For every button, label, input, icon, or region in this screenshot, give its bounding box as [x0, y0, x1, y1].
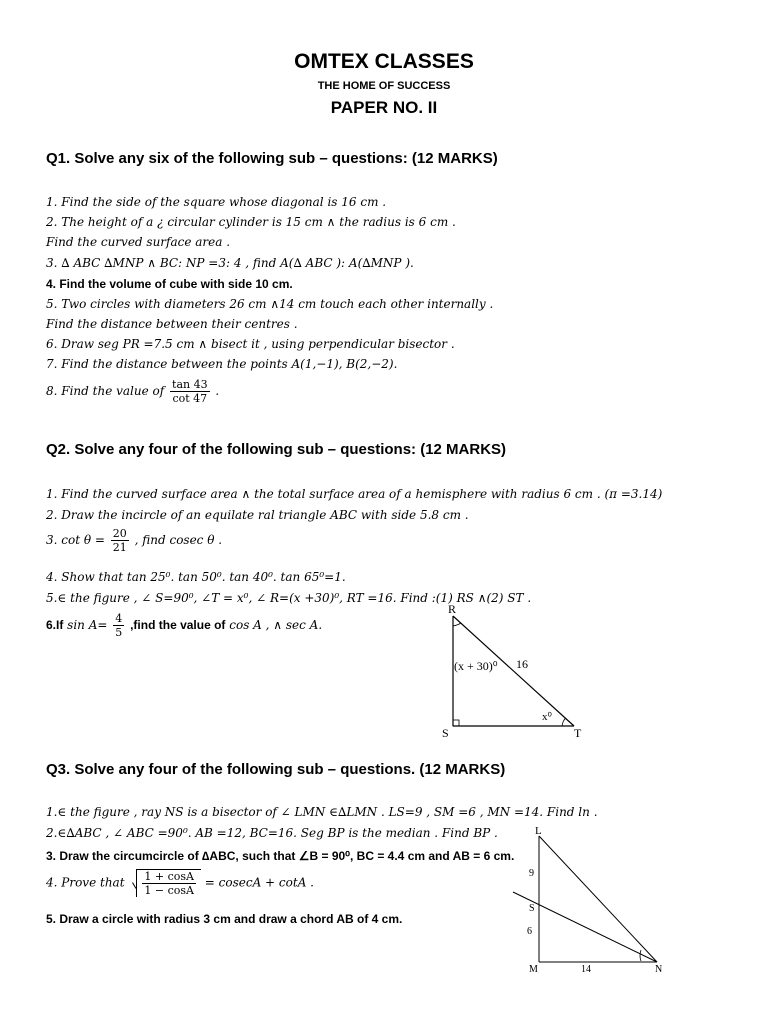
q1-item-2-cont: Find the curved surface area .: [46, 235, 231, 249]
q2-item-2: 2. Draw the incircle of an equilate ral triangle ABC with side 5.8 cm .: [46, 508, 469, 522]
q3-item-2: 2.∈∆ABC , ∠ ABC =90⁰. AB =12, BC=16. Seg BP is the median . Find BP .: [46, 826, 498, 840]
q2-item-4: 4. Show that tan 25⁰. tan 50⁰. tan 40⁰. tan 65⁰=1.: [46, 570, 346, 584]
paper-number: PAPER NO. II: [330, 98, 438, 117]
q2-heading: Q2. Solve any four of the following sub – questions: (12 MARKS): [46, 441, 507, 458]
q2-item-6-expr: sin A=: [67, 618, 108, 632]
q1-item-1: 1. Find the side of the square whose diagonal is 16 cm .: [46, 195, 387, 209]
q2-item-3-end: , find cosec θ .: [134, 533, 223, 547]
vertex-s-label: S: [442, 726, 449, 740]
q2-item-3: [46, 527, 222, 554]
q1-item-4: 4. Find the volume of cube with side 10 cm.: [46, 277, 293, 291]
side-rt-label: 16: [516, 657, 528, 671]
q2-item-6: [46, 612, 322, 639]
q3-item-1: 1.∈ the figure , ray NS is a bisector of ∠ LMN ∈∆LMN . LS=9 , SM =6 , MN =14. Find ln .: [46, 805, 598, 819]
institute-tagline: THE HOME OF SUCCESS: [317, 80, 451, 92]
segment-ls-label: 9: [529, 868, 534, 879]
vertex-r-label: R: [448, 602, 457, 616]
q2-item-3-text: 3. cot θ =: [46, 533, 105, 547]
segment-mn-label: 14: [581, 964, 591, 975]
angle-t-label: x⁰: [542, 711, 552, 723]
q2-item-5: 5.∈ the figure , ∠ S=90⁰, ∠T = x⁰, ∠ R=(x +30)⁰, RT =16. Find :(1) RS ∧(2) ST .: [46, 591, 532, 605]
q1-item-5-cont: Find the distance between their centres .: [46, 317, 298, 331]
q3-item-4: [46, 869, 314, 897]
q2-item-6-end: cos A , ∧ sec A.: [229, 618, 323, 632]
fraction-numerator: tan 43: [172, 378, 208, 391]
vertex-m-label: M: [529, 964, 538, 975]
q3-item-4-end: = cosecA + cotA .: [204, 875, 314, 890]
fraction-denominator: 21: [112, 541, 127, 554]
triangle-lmn-figure: [505, 822, 685, 982]
q2-item-6-mid: ,find the value of: [130, 618, 226, 632]
q2-item-1: 1. Find the curved surface area ∧ the total surface area of a hemisphere with radius 6 cm . (π =3.14): [46, 487, 663, 501]
q1-item-2: 2. The height of a ¿ circular cylinder is 15 cm ∧ the radius is 6 cm .: [46, 215, 456, 229]
q1-item-8: [46, 378, 219, 405]
square-root: [136, 869, 201, 897]
fraction-denominator: 5: [115, 626, 123, 639]
vertex-t-label: T: [574, 726, 582, 740]
q3-item-5: 5. Draw a circle with radius 3 cm and draw a chord AB of 4 cm.: [46, 912, 403, 926]
fraction-denominator: 1 − cosA: [144, 884, 194, 897]
point-s-label: S: [529, 903, 535, 914]
q1-item-5: 5. Two circles with diameters 26 cm ∧14 cm touch each other internally .: [46, 297, 494, 311]
q3-item-3: 3. Draw the circumcircle of ∆ABC, such that ∠B = 90⁰, BC = 4.4 cm and AB = 6 cm.: [46, 849, 515, 863]
q2-item-3-fraction: [111, 527, 129, 554]
institute-title: OMTEX CLASSES: [294, 50, 474, 73]
q1-item-8-text: 8. Find the value of: [46, 384, 165, 398]
fraction-numerator: 20: [112, 527, 127, 540]
fraction-numerator: 1 + cosA: [144, 870, 194, 883]
segment-sm-label: 6: [527, 926, 532, 937]
q2-item-6-text: 6.If: [46, 618, 64, 632]
q2-item-6-fraction: [113, 612, 124, 639]
vertex-n-label: N: [655, 964, 663, 975]
q1-item-7: 7. Find the distance between the points A(1,−1), B(2,−2).: [46, 357, 398, 371]
q1-item-8-end: .: [215, 384, 220, 398]
vertex-l-label: L: [535, 825, 542, 837]
q3-item-4-fraction: [142, 870, 196, 897]
triangle-rst-figure: [436, 600, 596, 745]
fraction-denominator: cot 47: [172, 392, 208, 405]
q3-heading: Q3. Solve any four of the following sub – questions. (12 MARKS): [46, 761, 506, 778]
q3-item-4-text: 4. Prove that: [46, 875, 125, 890]
q1-item-3: 3. ∆ ABC ∆MNP ∧ BC: NP =3: 4 , find A(∆ ABC ): A(∆MNP ).: [46, 256, 414, 270]
q1-item-6: 6. Draw seg PR =7.5 cm ∧ bisect it , using perpendicular bisector .: [46, 337, 455, 351]
angle-r-label: (x + 30)⁰: [454, 659, 498, 673]
q1-item-8-fraction: [170, 378, 210, 405]
fraction-numerator: 4: [115, 612, 123, 625]
q1-heading: Q1. Solve any six of the following sub – questions: (12 MARKS): [46, 150, 498, 167]
